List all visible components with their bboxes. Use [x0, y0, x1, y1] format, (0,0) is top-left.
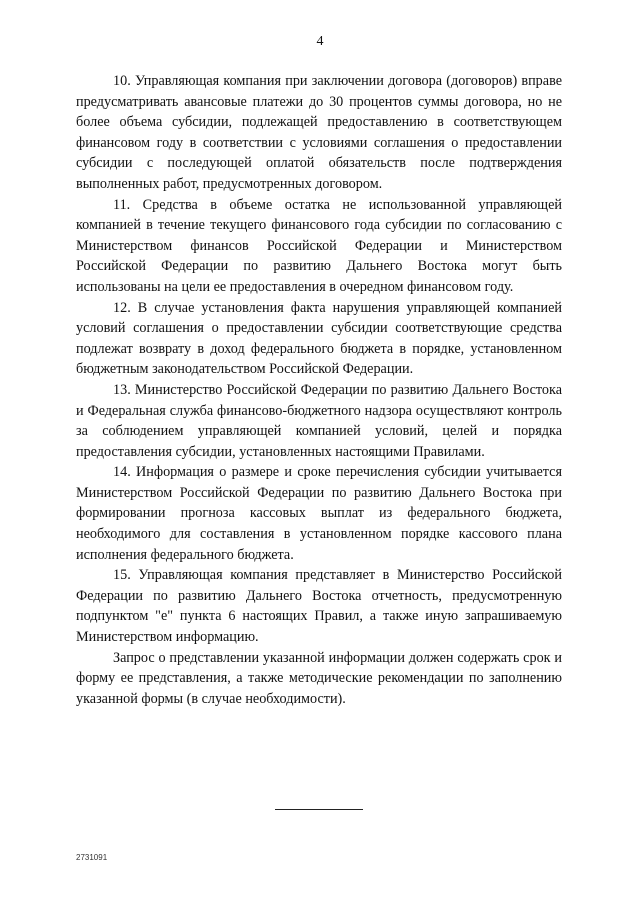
paragraph-15: 15. Управляющая компания представляет в Министерство Российской Федерации по развитию Дальнего Востока отчетность, предусмотренную подпунктом "е" пункта 6 настоящих Правил, а также иную запрашиваемую Министерством информацию.	[76, 567, 562, 646]
page-number: 4	[316, 34, 324, 49]
document-code: 2731091	[76, 853, 108, 862]
paragraph-10: 10. Управляющая компания при заключении договора (договоров) вправе предусматривать авансовые платежи до 30 процентов суммы договора, но не более объема субсидии, подлежащей предоставлению в соответствующем финансовом году в соответствии с условиями соглашения о предоставлении субсидии с последующей оплатой обязательств после подтверждения выполненных работ, предусмотренных договором.	[76, 73, 562, 192]
paragraph-13: 13. Министерство Российской Федерации по развитию Дальнего Востока и Федеральная служба финансово-бюджетного надзора осуществляют контроль за соблюдением управляющей компанией условий, целей и порядка предоставления субсидии, установленных настоящими Правилами.	[76, 381, 562, 460]
document-body	[76, 71, 562, 709]
paragraph-14: 14. Информация о размере и сроке перечисления субсидии учитывается Министерством Российской Федерации по развитию Дальнего Востока при формировании прогноза кассовых выплат из федерального бюджета, необходимого для составления в установленном порядке кассового плана исполнения федерального бюджета.	[76, 464, 562, 563]
end-separator-line	[275, 809, 363, 810]
paragraph-request: Запрос о представлении указанной информации должен содержать срок и форму ее представления, а также методические рекомендации по заполнению указанной формы (в случае необходимости).	[76, 649, 562, 707]
paragraph-11: 11. Средства в объеме остатка не использованной управляющей компанией в течение текущего финансового года субсидии по согласованию с Министерством финансов Российской Федерации и Министерством Российской Федерации по развитию Дальнего Востока могут быть использованы на цели ее предоставления в очередном финансовом году.	[76, 196, 562, 295]
paragraph-12: 12. В случае установления факта нарушения управляющей компанией условий соглашения о предоставлении субсидии соответствующие средства подлежат возврату в доход федерального бюджета в порядке, установленном бюджетным законодательством Российской Федерации.	[76, 299, 562, 378]
